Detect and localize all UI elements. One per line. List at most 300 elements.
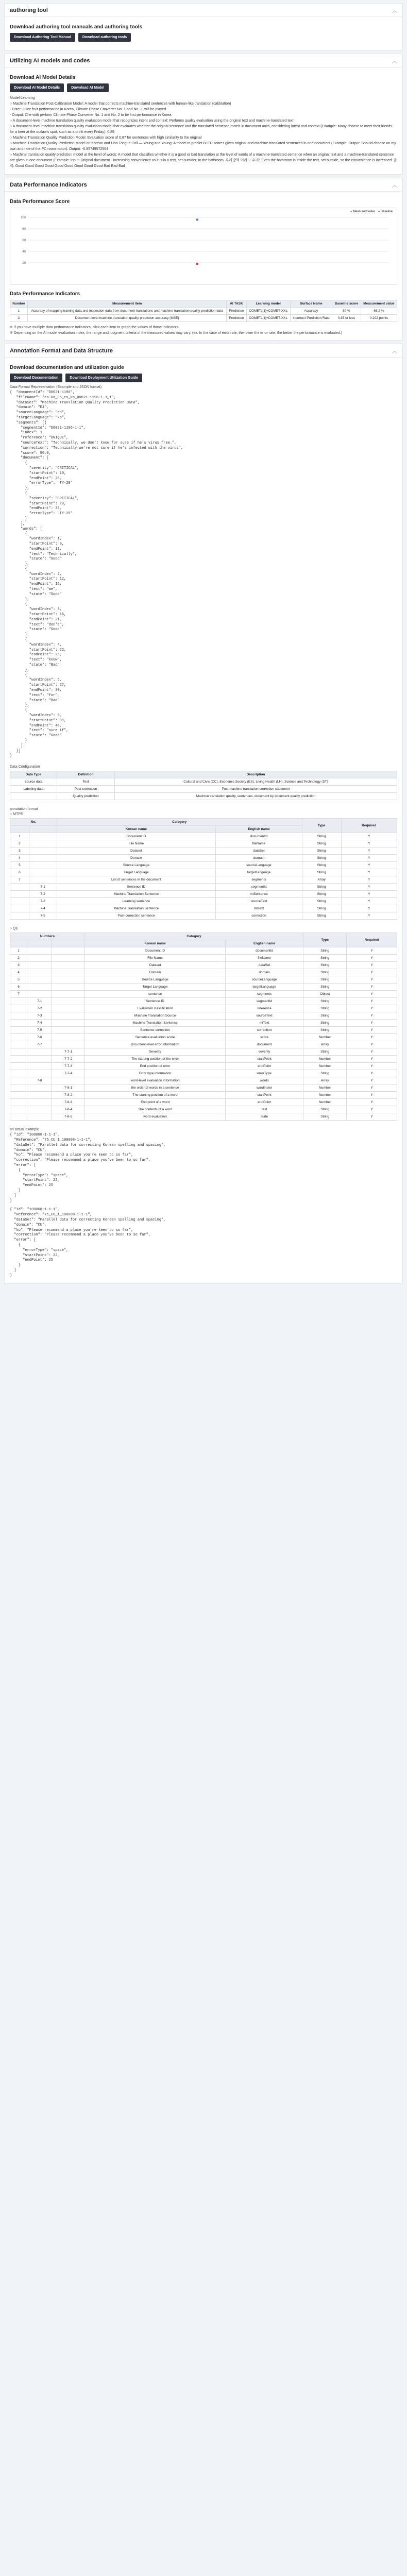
table-row <box>10 955 397 962</box>
table-cell: text <box>226 1106 303 1113</box>
table-cell <box>52 984 85 991</box>
qe-table <box>10 933 397 1121</box>
table-cell <box>29 833 57 840</box>
table-cell: Y <box>347 1099 397 1106</box>
table-cell <box>10 998 27 1005</box>
example-2: { "id": "100008-1-1-1", "Reference": "75_CU_1_100008-1-1-1", "dataSet": "Parallel data for correcting Korean spelling and spacing", "domain": "CU", "ko": "Please recommend a place you're keen to so far", "correction": "Please recommend a place you've been to so far", "error": [ { "errorType": "space", "startPoint": 22, "endPoint": 25 } ] } <box>10 1208 166 1278</box>
table-cell: String <box>303 1012 347 1020</box>
table-cell <box>29 869 57 876</box>
table-row <box>10 969 397 976</box>
table-row <box>10 778 397 786</box>
table-cell: String <box>302 840 341 848</box>
model-line: ○ Machine Translation Post-Calibration Model: A model that corrects machine-translated sentences with human-like translation (calibration) <box>10 102 231 106</box>
y-tick-label: 100 <box>20 216 26 219</box>
table-cell: String <box>303 969 347 976</box>
table-row <box>10 991 397 998</box>
table-cell: 80 % <box>332 308 361 315</box>
table-row <box>10 891 397 898</box>
table-row <box>10 793 397 800</box>
table-cell: errorType <box>226 1070 303 1077</box>
table-cell: 2 <box>10 955 27 962</box>
table-cell: domain <box>216 855 302 862</box>
chevron-up-icon[interactable]: ︿ <box>392 8 397 14</box>
table-cell <box>52 976 85 984</box>
table-row <box>10 1106 397 1113</box>
table-cell <box>10 1092 27 1099</box>
table-cell: 2 <box>10 840 29 848</box>
column-header: AI TASK <box>227 300 246 308</box>
table-cell <box>27 1099 52 1106</box>
table-cell: 7-6 <box>27 1034 52 1041</box>
table-cell <box>52 991 85 998</box>
table-cell: 0.202 points <box>361 315 397 322</box>
table-cell <box>10 912 29 920</box>
table-row <box>10 1020 397 1027</box>
table-cell <box>27 962 52 969</box>
table-cell: 4 <box>10 969 27 976</box>
table-cell <box>10 1070 27 1077</box>
table-row <box>10 1070 397 1077</box>
table-cell: String <box>303 955 347 962</box>
table-cell: mtText <box>216 905 302 912</box>
table-cell: 7-4 <box>29 905 57 912</box>
table-cell <box>10 1106 27 1113</box>
table-cell: Y <box>347 991 397 998</box>
table-cell <box>10 793 57 800</box>
table-cell <box>52 1034 85 1041</box>
table-cell <box>52 969 85 976</box>
table-row <box>10 1084 397 1092</box>
table-cell <box>27 976 52 984</box>
data-point[interactable] <box>196 263 198 265</box>
score-title: Data Performance Score <box>10 199 70 205</box>
table-cell: Number <box>303 1034 347 1041</box>
column-header <box>29 826 57 833</box>
table-cell: segments <box>226 991 303 998</box>
table-row <box>10 869 397 876</box>
table-cell: 7-8 <box>27 1077 52 1084</box>
table-cell: String <box>302 833 341 840</box>
section-heading: Download documentation and utilization guide <box>10 365 124 370</box>
table-cell: Y <box>347 1113 397 1121</box>
table-cell: String <box>302 905 341 912</box>
table-cell: Accuracy of mapping training data and inspection data from document translations and machine translation quality prediction data <box>27 308 226 315</box>
table-cell <box>10 905 29 912</box>
table-row <box>10 848 397 855</box>
table-cell: Document ID <box>84 947 225 955</box>
table-row <box>10 912 397 920</box>
table-cell: 6 <box>10 984 27 991</box>
table-cell: Y <box>347 1077 397 1084</box>
table-row[interactable] <box>10 308 397 315</box>
table-cell: Y <box>347 1092 397 1099</box>
table-cell: 7-8-4 <box>52 1106 85 1113</box>
table-row <box>10 1056 397 1063</box>
table-cell: dataSet <box>226 962 303 969</box>
model-line: ○ Machine Translation Quality Prediction Model: Evaluation score of 0.87 for sentences with high similarity to the original <box>10 136 202 140</box>
model-line: ○ Machine Translation Quality Prediction Model on Korean and Lion Tongue Coil — Young and Young: A model to predict BLEU scores given original and machine-translated sentences in one document (Example: Output: Should choose on my own and ride of the PC room motor): Output: -0.85749572564 <box>10 142 396 151</box>
table-cell: reference <box>226 1005 303 1012</box>
table-cell: Y <box>341 884 397 891</box>
table-cell: The contents of a word <box>84 1106 225 1113</box>
table-cell <box>29 855 57 862</box>
table-cell: Number <box>303 1084 347 1092</box>
table-cell: Post-correction sentence <box>57 912 216 920</box>
table-cell: 7 <box>10 876 29 884</box>
table-cell: Quality prediction <box>57 793 114 800</box>
download-manual-button[interactable]: Download Authoring Tool Manual <box>10 33 75 42</box>
table-cell: document-level error information <box>84 1041 225 1048</box>
table-cell: 0.35 or less <box>332 315 361 322</box>
table-cell <box>29 840 57 848</box>
column-header <box>27 940 52 947</box>
table-row <box>10 962 397 969</box>
table-cell: Learning sentence <box>57 898 216 905</box>
section-header[interactable] <box>5 54 402 67</box>
table-cell: domain <box>226 969 303 976</box>
table-row <box>10 1063 397 1070</box>
table-cell <box>29 876 57 884</box>
table-cell: 7-5 <box>27 1027 52 1034</box>
table-cell: 2 <box>10 315 28 322</box>
table-cell: word evaluation <box>84 1113 225 1121</box>
table-cell: Y <box>341 876 397 884</box>
table-cell: 5 <box>10 976 27 984</box>
column-header: Measurement item <box>27 300 226 308</box>
table-cell <box>52 1077 85 1084</box>
table-cell <box>10 1020 27 1027</box>
table-row <box>10 786 397 793</box>
table-cell: segmentId <box>216 884 302 891</box>
table-cell: String <box>302 855 341 862</box>
table-cell: targetLanguage <box>226 984 303 991</box>
table-row <box>10 905 397 912</box>
qe-label: ○ QE <box>10 927 19 931</box>
table-cell: Y <box>347 1005 397 1012</box>
table-cell: List of sentences in the document <box>57 876 216 884</box>
table-cell: Sentence ID <box>84 998 225 1005</box>
table-cell: Y <box>347 1012 397 1020</box>
table-cell: Y <box>341 840 397 848</box>
column-header: Definition <box>57 771 114 778</box>
table-row <box>10 984 397 991</box>
table-cell: Text <box>57 778 114 786</box>
table-cell <box>27 1084 52 1092</box>
table-cell <box>27 955 52 962</box>
column-header: Numbers <box>10 933 85 940</box>
config-table <box>10 771 397 800</box>
table-cell: 7-7-2 <box>52 1056 85 1063</box>
table-cell: 3 <box>10 962 27 969</box>
column-header: Korean name <box>57 826 216 833</box>
example-1: { "id": "100008-1-1-1", "Reference": "75_CU_1_100008-1-1-1", "dataSet": "Parallel data for correcting Korean spelling and spacing", "domain": "CU", "ko": "Please recommend a place you're keen to so far", "correction": "Please recommend a place you've been to so far", "error": [ { "errorType": "space", "startPoint": 22, "endPoint": 25 } ] } <box>10 1133 166 1203</box>
column-header: Data Type <box>10 771 57 778</box>
table-cell: endPoint <box>226 1099 303 1106</box>
download-model-details-button[interactable]: Download AI Model Details <box>10 83 64 92</box>
table-cell: Y <box>347 1048 397 1056</box>
table-cell: String <box>302 898 341 905</box>
table-cell: Y <box>341 869 397 876</box>
data-point[interactable] <box>196 218 198 221</box>
table-cell: Array <box>302 876 341 884</box>
table-cell: startPoint <box>226 1056 303 1063</box>
note-1: ※ If you have multiple data performance indicators, click each item to graph the values of those indicators. <box>10 326 179 329</box>
table-cell: Y <box>347 947 397 955</box>
table-cell: state <box>226 1113 303 1121</box>
table-row <box>10 976 397 984</box>
table-row <box>10 1092 397 1099</box>
table-cell <box>10 1084 27 1092</box>
column-header: No. <box>10 819 57 826</box>
table-row <box>10 840 397 848</box>
table-cell: Domain <box>57 855 216 862</box>
table-cell: String <box>303 1020 347 1027</box>
table-cell: Y <box>341 898 397 905</box>
table-cell: Y <box>341 862 397 869</box>
table-cell: Post machine translation correction statement <box>115 786 397 793</box>
table-cell: String <box>303 984 347 991</box>
table-cell <box>10 1027 27 1034</box>
model-line: Model Learning <box>10 96 35 100</box>
table-cell <box>27 1063 52 1070</box>
mtpe-table <box>10 818 397 920</box>
column-header: Baseline score <box>332 300 361 308</box>
chevron-up-icon[interactable]: ︿ <box>392 183 397 189</box>
table-cell <box>10 1005 27 1012</box>
table-cell <box>27 1113 52 1121</box>
column-header: Measurement value <box>361 300 397 308</box>
table-cell: Labeling data <box>10 786 57 793</box>
mtpe-label: ○ MTPE <box>10 812 23 817</box>
table-cell <box>27 947 52 955</box>
column-header: Category <box>57 819 302 826</box>
column-header: Description <box>115 771 397 778</box>
table-cell <box>52 1020 85 1027</box>
column-header: English name <box>226 940 303 947</box>
table-cell: 86.2 % <box>361 308 397 315</box>
table-cell <box>52 962 85 969</box>
table-cell: the order of words in a sentence <box>84 1084 225 1092</box>
table-cell: Source data <box>10 778 57 786</box>
table-cell: String <box>302 912 341 920</box>
chevron-up-icon[interactable]: ︿ <box>392 59 397 64</box>
table-row <box>10 1034 397 1041</box>
table-cell: documentId <box>216 833 302 840</box>
table-cell: Y <box>347 1063 397 1070</box>
table-cell: Target Language <box>57 869 216 876</box>
table-cell: Dataset <box>84 962 225 969</box>
table-cell: Machine Translation Sentence <box>57 891 216 898</box>
table-cell: 1 <box>10 833 29 840</box>
model-line: - Output: Che with perform Climate Phase Converter No. 1 and No. 2 to be first performance in Korea <box>10 113 172 117</box>
table-cell: fileName <box>216 840 302 848</box>
table-cell: Y <box>347 1034 397 1041</box>
table-row <box>10 884 397 891</box>
table-cell: Y <box>347 976 397 984</box>
table-cell <box>27 1092 52 1099</box>
section-title: Data Performance Indicators <box>10 181 87 188</box>
table-cell: startPoint <box>226 1092 303 1099</box>
table-cell: Y <box>341 833 397 840</box>
table-cell: The starting position of the error <box>84 1056 225 1063</box>
table-cell <box>52 1005 85 1012</box>
table-cell: Y <box>347 1084 397 1092</box>
table-cell: segments <box>216 876 302 884</box>
table-cell <box>27 984 52 991</box>
table-cell: Prediction <box>227 308 246 315</box>
table-cell <box>10 1034 27 1041</box>
table-cell <box>27 1106 52 1113</box>
table-cell: 1 <box>10 947 27 955</box>
table-cell: sourceLanguage <box>226 976 303 984</box>
table-row <box>10 833 397 840</box>
table-cell <box>10 1012 27 1020</box>
table-cell: Sentence correction <box>84 1027 225 1034</box>
y-tick-label: 60 <box>22 239 26 242</box>
annotation-section <box>4 344 403 1284</box>
y-tick-label: 40 <box>22 250 26 253</box>
table-cell: 7-3 <box>27 1012 52 1020</box>
ai-models-section <box>4 54 403 175</box>
table-cell: String <box>303 1106 347 1113</box>
table-cell: String <box>303 1070 347 1077</box>
chart-legend <box>350 210 393 213</box>
table-cell: Sentence evaluation score <box>84 1034 225 1041</box>
table-row <box>10 862 397 869</box>
table-cell: End position of error <box>84 1063 225 1070</box>
note-2: ※ Depending on the AI model evaluation index, the range and judgment criteria of the measured values may vary. (ex. In the case of error rate, the lower the error rate, the better the performance is evaluated.) <box>10 331 343 335</box>
table-cell: Y <box>347 1027 397 1034</box>
table-cell: Prediction <box>227 315 246 322</box>
table-cell: Dataset <box>57 848 216 855</box>
table-row <box>10 855 397 862</box>
actual-example-label: an actual example <box>10 1128 39 1132</box>
table-cell: File Name <box>57 840 216 848</box>
table-cell: Machine Translation Sentence <box>84 1020 225 1027</box>
table-cell: Y <box>347 962 397 969</box>
table-cell: 7 <box>10 991 27 998</box>
table-cell: correction <box>226 1027 303 1034</box>
table-cell <box>52 1027 85 1034</box>
table-cell: severity <box>226 1048 303 1056</box>
table-row <box>10 1113 397 1121</box>
table-cell: word-level evaluation information <box>84 1077 225 1084</box>
table-cell: Y <box>347 1106 397 1113</box>
header-row <box>10 819 397 826</box>
authoring-tool-section <box>4 3 403 50</box>
table-cell: Machine Translation Source <box>84 1012 225 1020</box>
table-cell: String <box>303 976 347 984</box>
table-cell <box>10 1077 27 1084</box>
section-title: authoring tool <box>10 7 48 13</box>
table-cell: fileName <box>226 955 303 962</box>
table-cell: Evaluation classification <box>84 1005 225 1012</box>
table-cell <box>10 898 29 905</box>
download-model-button[interactable]: Download AI Model <box>67 83 108 92</box>
table-cell: 7-3 <box>29 898 57 905</box>
section-header[interactable] <box>5 178 402 192</box>
performance-section <box>4 178 403 341</box>
table-cell: Number <box>303 1092 347 1099</box>
table-cell: correction <box>216 912 302 920</box>
y-tick-label: 80 <box>22 228 26 231</box>
score-chart <box>10 208 397 285</box>
table-cell: The starting position of a word <box>84 1092 225 1099</box>
table-cell: sourceText <box>216 898 302 905</box>
column-header: Required <box>341 819 397 833</box>
table-row[interactable] <box>10 315 397 322</box>
section-header[interactable] <box>5 4 402 17</box>
table-cell <box>52 998 85 1005</box>
section-header[interactable] <box>5 344 402 358</box>
table-cell: 7-8-2 <box>52 1092 85 1099</box>
table-cell: Y <box>347 955 397 962</box>
table-row <box>10 1048 397 1056</box>
table-cell <box>10 891 29 898</box>
table-cell <box>27 991 52 998</box>
model-description <box>10 95 397 169</box>
table-cell: Sentence ID <box>57 884 216 891</box>
table-cell: Incorrect Prediction Rate <box>290 315 332 322</box>
table-cell: End point of a word <box>84 1099 225 1106</box>
table-cell: Y <box>341 855 397 862</box>
table-cell: wordIndex <box>226 1084 303 1092</box>
column-header: Category <box>84 933 303 940</box>
table-row <box>10 947 397 955</box>
column-header <box>52 940 85 947</box>
download-guide-button[interactable]: Download Deployment Utilization Guide <box>65 374 142 382</box>
table-cell: Y <box>347 969 397 976</box>
model-line: ○ A document-level machine translation quality evaluation model that recognizes intent and context: Performs quality evaluation using the original text and machine-translated text <box>10 119 294 123</box>
download-documentation-button[interactable]: Download Documentation <box>10 374 62 382</box>
table-cell: 7-7 <box>27 1041 52 1048</box>
table-cell: String <box>302 884 341 891</box>
table-cell: Y <box>341 848 397 855</box>
table-cell: Number <box>303 1056 347 1063</box>
table-cell: Source Language <box>57 862 216 869</box>
table-cell: 7-8-5 <box>52 1113 85 1121</box>
table-cell: Number <box>303 1063 347 1070</box>
table-cell: Y <box>347 998 397 1005</box>
table-cell: Number <box>303 1099 347 1106</box>
download-tools-button[interactable]: Download authoring tools <box>78 33 131 42</box>
table-cell: String <box>302 848 341 855</box>
table-cell: COMETa[1]+COMET-XXL <box>246 315 290 322</box>
column-header: Learning model <box>246 300 290 308</box>
section-title: Annotation Format and Data Structure <box>10 347 113 354</box>
table-cell: Array <box>303 1041 347 1048</box>
table-cell: Y <box>347 1070 397 1077</box>
table-cell <box>29 848 57 855</box>
table-cell: Machine translation quality, sentences, document by document quality prediction <box>115 793 397 800</box>
table-row <box>10 1012 397 1020</box>
table-cell <box>10 1048 27 1056</box>
table-row <box>10 1099 397 1106</box>
column-header <box>10 940 27 947</box>
table-cell: Y <box>347 1020 397 1027</box>
performance-table <box>10 300 397 322</box>
table-cell: Severity <box>84 1048 225 1056</box>
table-cell: Array <box>303 1077 347 1084</box>
table-cell <box>27 969 52 976</box>
table-cell: Domain <box>84 969 225 976</box>
table-cell: Document ID <box>57 833 216 840</box>
table-cell: 7-7-1 <box>52 1048 85 1056</box>
table-row <box>10 1027 397 1034</box>
table-cell: 5 <box>10 862 29 869</box>
table-cell: document <box>226 1041 303 1048</box>
chevron-up-icon[interactable]: ︿ <box>392 349 397 354</box>
